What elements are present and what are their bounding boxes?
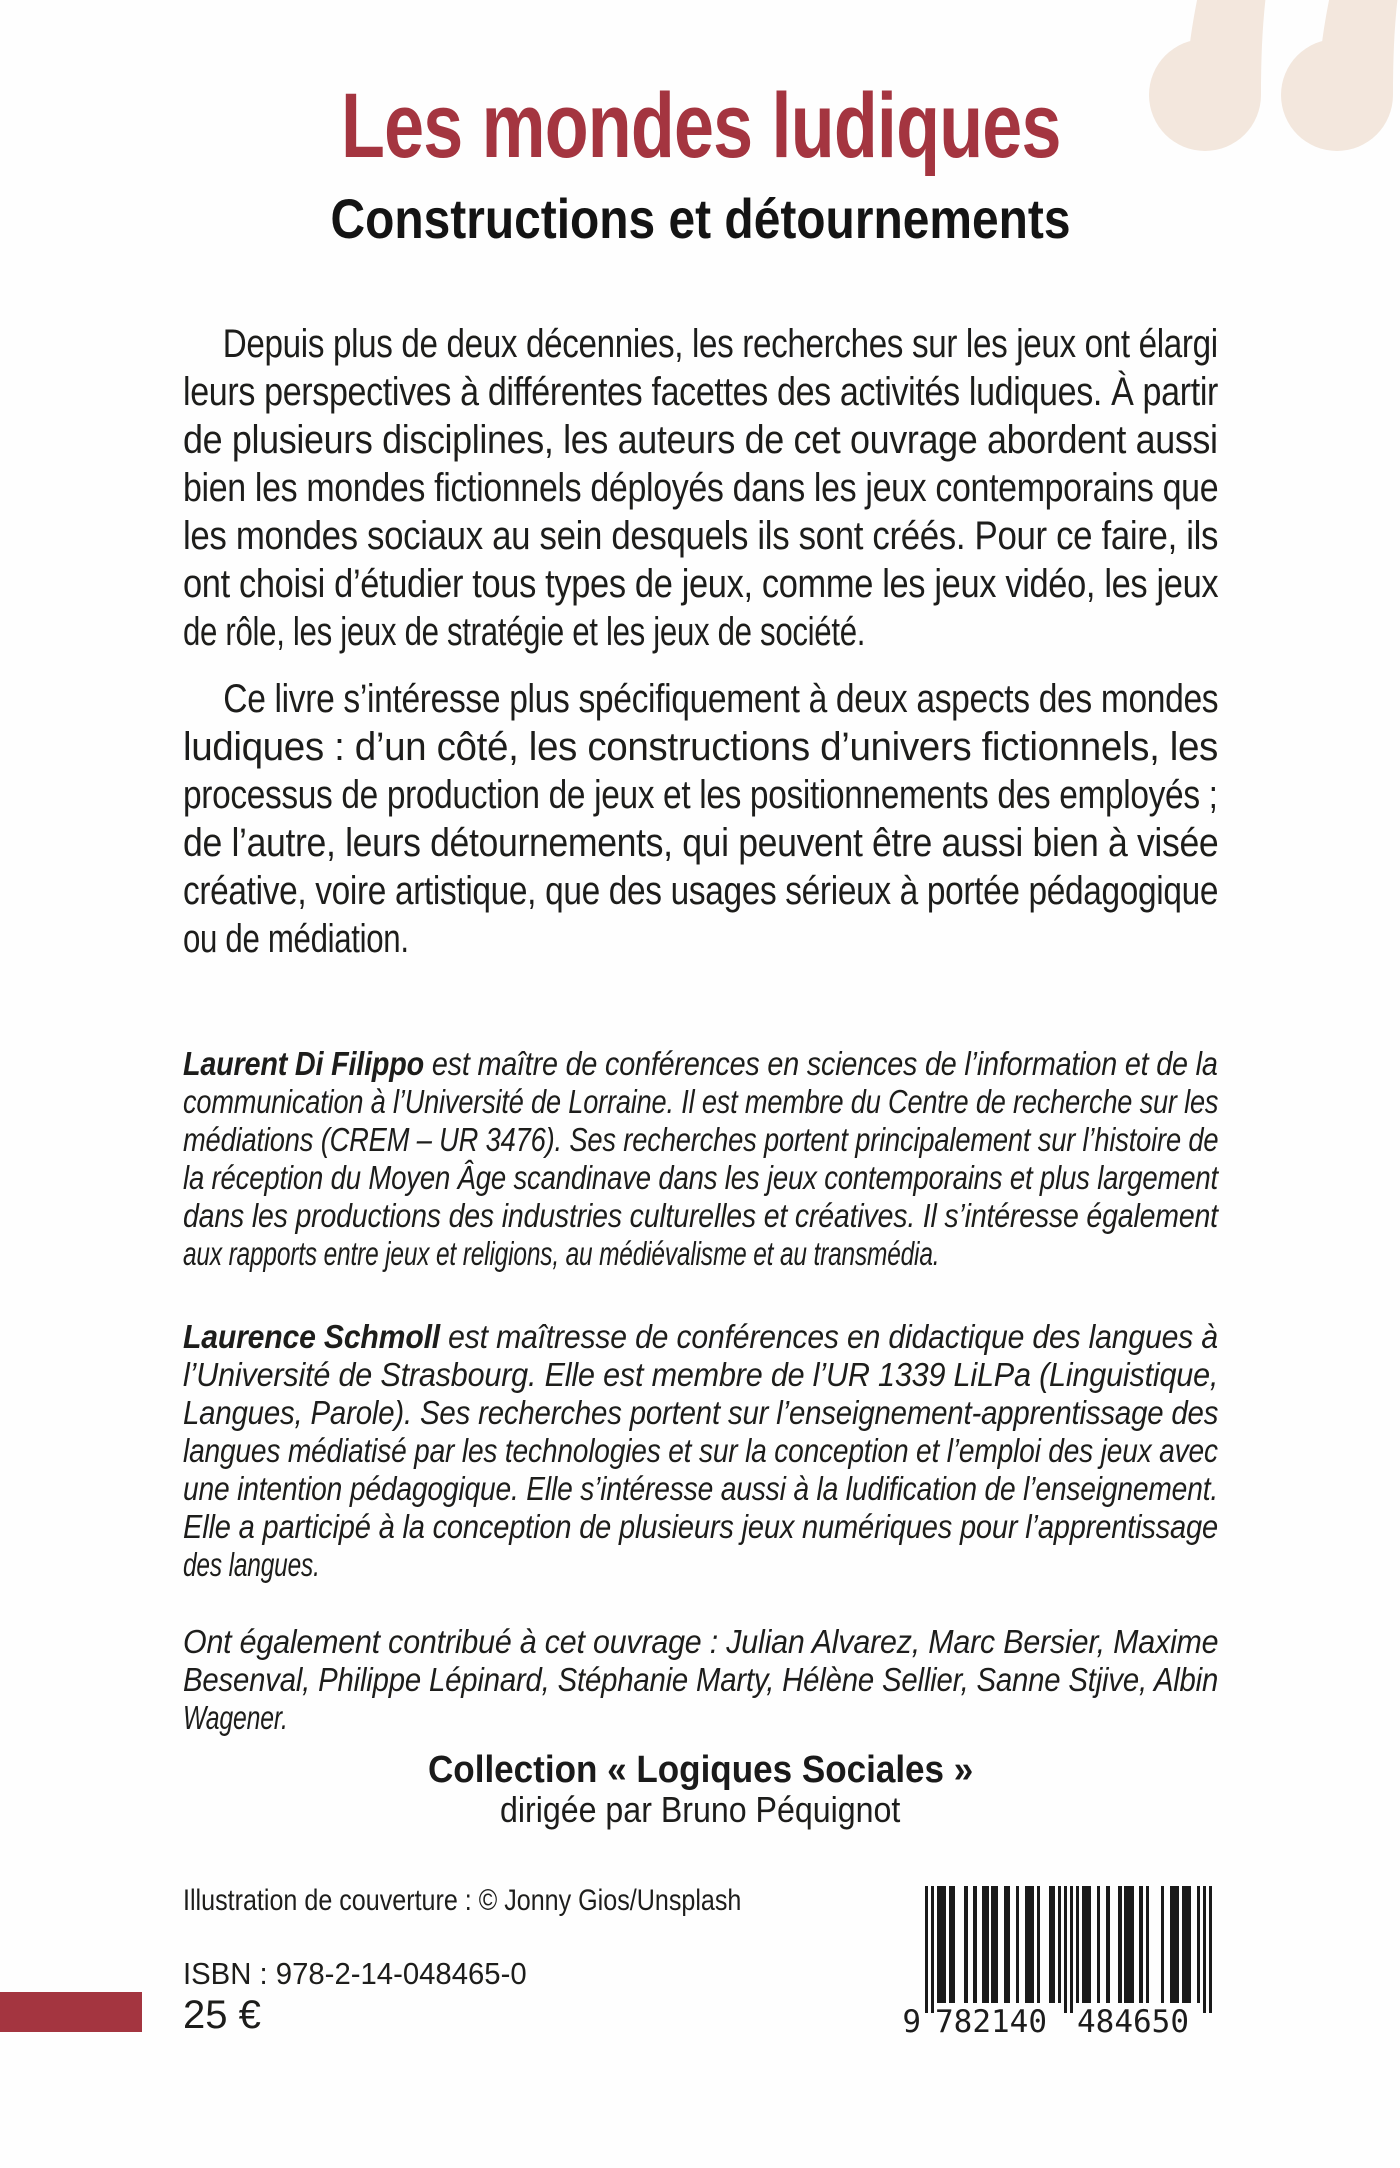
barcode-bar bbox=[1097, 1886, 1100, 2003]
barcode-bar bbox=[1016, 1886, 1019, 2003]
subtitle-row bbox=[183, 187, 1218, 263]
bio-line: l’Université de Strasbourg. Elle est membre de l’UR 1339 LiLPa (Linguistique, bbox=[183, 1356, 1219, 1393]
synopsis-line: leurs perspectives à différentes facettes des activités ludiques. À partir bbox=[183, 370, 1219, 414]
barcode-bar bbox=[1064, 1886, 1067, 2013]
price-text: 25 € bbox=[183, 1993, 261, 2037]
cover-credit-text: Illustration de couverture : © Jonny Gios/Unsplash bbox=[183, 1884, 742, 1917]
barcode-bar bbox=[1106, 1886, 1109, 2003]
barcode-bar bbox=[1007, 1886, 1010, 2003]
barcode-bar bbox=[1146, 1886, 1149, 2003]
synopsis-paragraph-1 bbox=[183, 320, 1218, 656]
bio-line bbox=[183, 1318, 1218, 1356]
synopsis-paragraph-2 bbox=[183, 675, 1218, 963]
bio-line-text: est maître de conférences en sciences de l’information et de la bbox=[424, 1045, 1218, 1082]
barcode-bar bbox=[943, 1886, 946, 2003]
barcode-bar bbox=[1139, 1886, 1142, 2003]
barcode-bar bbox=[1037, 1886, 1040, 2003]
synopsis-line: bien les mondes fictionnels déployés dans les jeux contemporains que bbox=[183, 466, 1219, 510]
barcode-bar bbox=[1070, 1886, 1073, 2013]
barcode-bar bbox=[1088, 1886, 1091, 2003]
barcode-bars bbox=[925, 1886, 1212, 2013]
barcode-bar bbox=[1076, 1886, 1079, 2003]
barcode-bar bbox=[931, 1886, 934, 2013]
collection-director: dirigée par Bruno Péquignot bbox=[500, 1789, 901, 1830]
author-name: Laurence Schmoll bbox=[183, 1318, 440, 1355]
bio-line: médiations (CREM – UR 3476). Ses recherches portent principalement sur l’histoire de bbox=[183, 1121, 1219, 1158]
title-row bbox=[183, 75, 1218, 201]
synopsis-line: de rôle, les jeux de stratégie et les jeux de société. bbox=[183, 610, 866, 654]
page-subtitle: Constructions et détournements bbox=[330, 187, 1071, 250]
bio-line: la réception du Moyen Âge scandinave dans les jeux contemporains et plus largement bbox=[183, 1159, 1218, 1196]
barcode-bar bbox=[994, 1886, 997, 2003]
bio-line-text: est maîtresse de conférences en didactique des langues à bbox=[439, 1318, 1218, 1355]
barcode-digit: 9 bbox=[902, 2004, 921, 2040]
price-accent-bar bbox=[0, 1992, 142, 2032]
barcode-bar bbox=[1058, 1886, 1061, 2003]
barcode-bar bbox=[1130, 1886, 1133, 2003]
author-name: Laurent Di Filippo bbox=[183, 1045, 425, 1082]
barcode-bar bbox=[1161, 1886, 1164, 2003]
barcode-bar bbox=[1118, 1886, 1121, 2003]
barcode-bar bbox=[925, 1886, 928, 2013]
bio-line: dans les productions des industries culturelles et créatives. Il s’intéresse également bbox=[183, 1197, 1218, 1234]
bio-line: Langues, Parole). Ses recherches portent sur l’enseignement-apprentissage des bbox=[183, 1394, 1219, 1431]
cover-credit bbox=[183, 1884, 850, 1918]
barcode-bar bbox=[952, 1886, 955, 2003]
author-bio-1 bbox=[183, 1045, 1218, 1273]
synopsis-line: ou de médiation. bbox=[183, 917, 409, 961]
page-title: Les mondes ludiques bbox=[340, 75, 1061, 177]
synopsis-line: ont choisi d’étudier tous types de jeux, comme les jeux vidéo, les jeux bbox=[183, 562, 1219, 606]
synopsis-line: Ce livre s’intéresse plus spécifiquement à deux aspects des mondes bbox=[223, 677, 1219, 721]
bio-line: aux rapports entre jeux et religions, au médiévalisme et au transmédia. bbox=[183, 1235, 940, 1272]
barcode-digit: 484650 bbox=[1077, 2004, 1189, 2040]
barcode-bar bbox=[1197, 1886, 1200, 2003]
author-bio-2 bbox=[183, 1318, 1218, 1584]
barcode-bar bbox=[1031, 1886, 1034, 2003]
price bbox=[183, 1993, 261, 2037]
contributors-line: Wagener. bbox=[183, 1699, 288, 1736]
synopsis-line: créative, voire artistique, que des usages sérieux à portée pédagogique bbox=[183, 869, 1219, 913]
barcode-bar bbox=[1176, 1886, 1179, 2003]
bio-line: communication à l’Université de Lorraine. Il est membre du Centre de recherche sur les bbox=[183, 1083, 1219, 1120]
barcode bbox=[902, 1886, 1212, 2046]
contributors-line: Besenval, Philippe Lépinard, Stéphanie Marty, Hélène Sellier, Sanne Stjive, Albin bbox=[183, 1661, 1219, 1698]
barcode-bar bbox=[1188, 1886, 1191, 2003]
isbn-text: ISBN : 978-2-14-048465-0 bbox=[183, 1956, 527, 1991]
contributors-line: Ont également contribué à cet ouvrage : Julian Alvarez, Marc Bersier, Maxime bbox=[183, 1623, 1219, 1660]
barcode-bar bbox=[964, 1886, 967, 2003]
barcode-digit: 782140 bbox=[935, 2004, 1047, 2040]
synopsis-line: les mondes sociaux au sein desquels ils sont créés. Pour ce faire, ils bbox=[183, 514, 1219, 558]
barcode-bar bbox=[1203, 1886, 1206, 2013]
barcode-bar bbox=[1209, 1886, 1212, 2013]
synopsis-line: ludiques : d’un côté, les constructions d’univers fictionnels, les bbox=[183, 725, 1218, 769]
isbn bbox=[183, 1957, 547, 1991]
synopsis-line: de plusieurs disciplines, les auteurs de cet ouvrage abordent aussi bbox=[183, 418, 1218, 462]
barcode-bar bbox=[985, 1886, 988, 2003]
synopsis-line: processus de production de jeux et les positionnements des employés ; bbox=[183, 773, 1218, 817]
bio-line: des langues. bbox=[183, 1546, 320, 1583]
bio-line bbox=[183, 1045, 1218, 1083]
bio-line: une intention pédagogique. Elle s’intéresse aussi à la ludification de l’enseignement. bbox=[183, 1470, 1219, 1507]
synopsis-line: de l’autre, leurs détournements, qui peuvent être aussi bien à visée bbox=[183, 821, 1219, 865]
bio-line: Elle a participé à la conception de plusieurs jeux numériques pour l’apprentissage bbox=[183, 1508, 1218, 1545]
barcode-bar bbox=[1052, 1886, 1055, 2003]
barcode-bar bbox=[973, 1886, 976, 2003]
synopsis-line: Depuis plus de deux décennies, les recherches sur les jeux ont élargi bbox=[222, 322, 1218, 366]
contributors-paragraph bbox=[183, 1623, 1218, 1737]
bio-line: langues médiatisé par les technologies et sur la conception et l’emploi des jeux avec bbox=[183, 1432, 1218, 1469]
collection-director-row bbox=[183, 1791, 1218, 1837]
collection-title: Collection « Logiques Sociales » bbox=[427, 1749, 974, 1791]
